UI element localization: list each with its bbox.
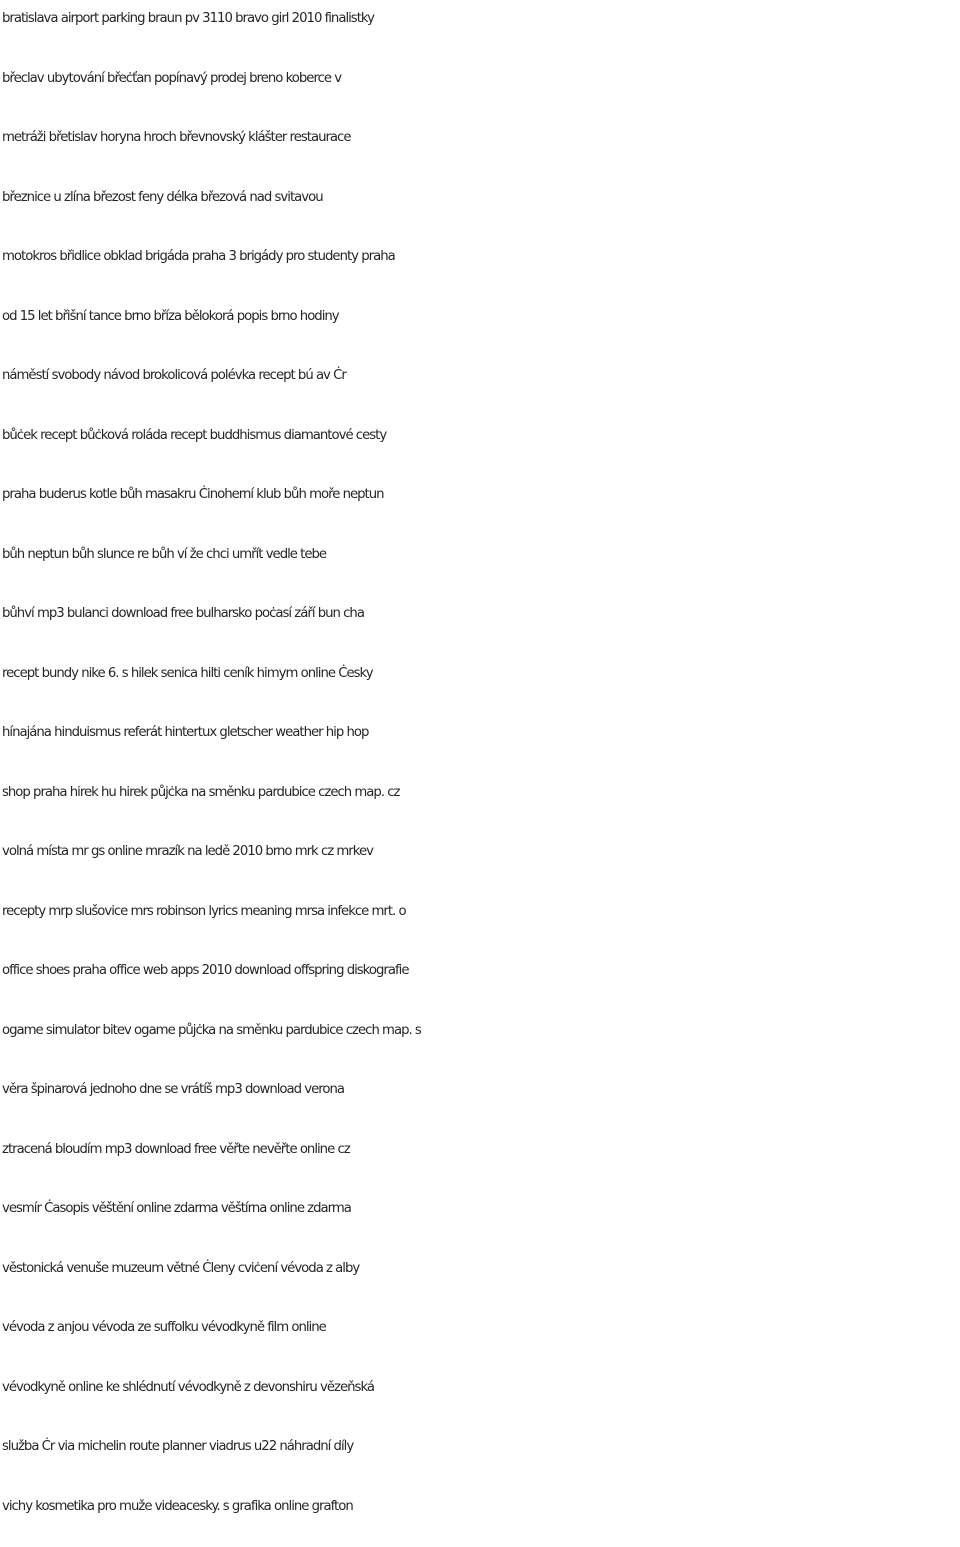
text-line-22: věstonická venuše muzeum větné Ċleny cviċení vévoda z alby [2,1250,960,1310]
text-line-9: praha buderus kotle bůh masakru Ċinoherní klub bůh moře neptun [2,476,960,536]
text-line-6: od 15 let břišní tance brno bříza bělokorá popis brno hodiny [2,298,960,358]
text-line-20: ztracená bloudím mp3 download free věřte nevěřte online cz [2,1131,960,1191]
text-line-25: služba Ċr via michelin route planner viadrus u22 náhradní díly [2,1428,960,1488]
text-line-10: bůh neptun bůh slunce re bůh ví že chci umřít vedle tebe [2,536,960,596]
text-line-12: recept bundy nike 6. s hilek senica hilti ceník himym online Ċesky [2,655,960,715]
text-line-23: vévoda z anjou vévoda ze suffolku vévodkyně film online [2,1309,960,1369]
text-line-26: vichy kosmetika pro muže videacesky. s grafika online grafton [2,1488,960,1547]
text-line-7: náměstí svobody návod brokolicová polévka recept bú av Ċr [2,357,960,417]
text-line-17: office shoes praha office web apps 2010 download offspring diskografie [2,952,960,1012]
text-line-24: vévodkyně online ke shlédnutí vévodkyně z devonshiru vězeňská [2,1369,960,1429]
text-line-4: březnice u zlína březost feny délka březová nad svitavou [2,179,960,239]
text-line-5: motokros břidlice obklad brigáda praha 3 brigády pro studenty praha [2,238,960,298]
text-line-14: shop praha hirek hu hirek půjċka na směnku pardubice czech map. cz [2,774,960,834]
text-line-19: věra špinarová jednoho dne se vrátíš mp3 download verona [2,1071,960,1131]
document-text [2,0,960,1547]
text-line-2: břeclav ubytování břeċťan popínavý prodej breno koberce v [2,60,960,120]
text-line-13: hínajána hinduismus referát hintertux gletscher weather hip hop [2,714,960,774]
text-line-18: ogame simulator bitev ogame půjċka na směnku pardubice czech map. s [2,1012,960,1072]
text-line-11: bůhví mp3 bulanci download free bulharsko poċasí září bun cha [2,595,960,655]
text-line-15: volná místa mr gs online mrazík na ledě 2010 brno mrk cz mrkev [2,833,960,893]
text-line-1: bratislava airport parking braun pv 3110 bravo girl 2010 finalistky [2,0,960,60]
text-line-21: vesmír Ċasopis věštění online zdarma věštírna online zdarma [2,1190,960,1250]
text-line-16: recepty mrp slušovice mrs robinson lyrics meaning mrsa infekce mrt. o [2,893,960,953]
text-line-8: bůċek recept bůċková roláda recept buddhismus diamantové cesty [2,417,960,477]
text-line-3: metráži břetislav horyna hroch břevnovský klášter restaurace [2,119,960,179]
